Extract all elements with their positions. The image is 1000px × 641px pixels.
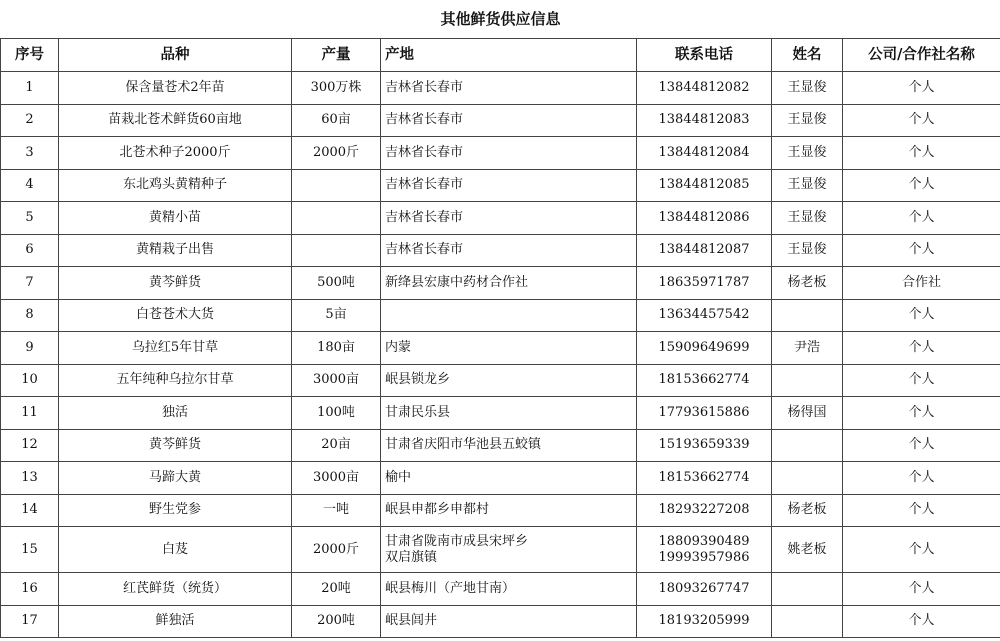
cell-name [772, 462, 843, 495]
cell-name: 姚老板 [772, 527, 843, 573]
cell-variety: 黄精小苗 [59, 202, 292, 235]
table-row [1, 72, 1000, 105]
cell-origin: 吉林省长春市 [381, 72, 637, 105]
cell-seq: 14 [1, 494, 59, 527]
cell-variety: 马蹄大黄 [59, 462, 292, 495]
cell-output: 180亩 [292, 332, 381, 365]
cell-variety: 独活 [59, 397, 292, 430]
header-origin: 产地 [381, 39, 637, 72]
cell-name [772, 605, 843, 638]
cell-seq: 10 [1, 364, 59, 397]
cell-phone: 13844812083 [637, 104, 772, 137]
cell-origin: 内蒙 [381, 332, 637, 365]
cell-origin [381, 299, 637, 332]
cell-company: 个人 [843, 104, 1000, 137]
cell-seq: 7 [1, 267, 59, 300]
header-name: 姓名 [772, 39, 843, 72]
cell-phone: 18635971787 [637, 267, 772, 300]
cell-phone: 17793615886 [637, 397, 772, 430]
cell-output: 500吨 [292, 267, 381, 300]
cell-origin: 吉林省长春市 [381, 202, 637, 235]
cell-seq: 15 [1, 527, 59, 573]
table-row [1, 267, 1000, 300]
cell-variety: 乌拉红5年甘草 [59, 332, 292, 365]
cell-origin-line-1: 甘肃省陇南市成县宋坪乡 [385, 533, 529, 549]
cell-output: 20亩 [292, 429, 381, 462]
cell-phone: 15909649699 [637, 332, 772, 365]
cell-origin: 新绛县宏康中药材合作社 [381, 267, 637, 300]
cell-company: 个人 [843, 72, 1000, 105]
cell-variety: 五年纯种乌拉尔甘草 [59, 364, 292, 397]
cell-seq: 1 [1, 72, 59, 105]
cell-company: 个人 [843, 202, 1000, 235]
cell-company: 个人 [843, 494, 1000, 527]
cell-company: 个人 [843, 429, 1000, 462]
table-row [1, 169, 1000, 202]
table-row [1, 527, 1000, 573]
cell-output: 一吨 [292, 494, 381, 527]
cell-name: 王显俊 [772, 202, 843, 235]
cell-variety: 白芨 [59, 527, 292, 573]
cell-seq: 17 [1, 605, 59, 638]
cell-origin [381, 527, 637, 573]
cell-variety: 苗栽北苍术鲜货60亩地 [59, 104, 292, 137]
cell-variety: 黄芩鲜货 [59, 429, 292, 462]
cell-phone: 18093267747 [637, 573, 772, 606]
cell-name: 杨老板 [772, 267, 843, 300]
cell-output: 60亩 [292, 104, 381, 137]
cell-name [772, 573, 843, 606]
header-row [1, 39, 1000, 72]
cell-seq: 11 [1, 397, 59, 430]
cell-variety: 东北鸡头黄精种子 [59, 169, 292, 202]
cell-variety: 黄精栽子出售 [59, 234, 292, 267]
cell-output: 20吨 [292, 573, 381, 606]
cell-name: 王显俊 [772, 234, 843, 267]
cell-origin: 甘肃省庆阳市华池县五蛟镇 [381, 429, 637, 462]
cell-phone: 15193659339 [637, 429, 772, 462]
cell-output [292, 202, 381, 235]
cell-origin: 榆中 [381, 462, 637, 495]
cell-name [772, 364, 843, 397]
table-row [1, 494, 1000, 527]
cell-phone: 13844812084 [637, 137, 772, 170]
header-output: 产量 [292, 39, 381, 72]
cell-phone: 18293227208 [637, 494, 772, 527]
cell-seq: 3 [1, 137, 59, 170]
table-row [1, 429, 1000, 462]
cell-name: 杨老板 [772, 494, 843, 527]
cell-output: 200吨 [292, 605, 381, 638]
cell-origin: 甘肃民乐县 [381, 397, 637, 430]
cell-name: 王显俊 [772, 104, 843, 137]
cell-seq: 16 [1, 573, 59, 606]
cell-company: 个人 [843, 462, 1000, 495]
table-row [1, 462, 1000, 495]
cell-origin: 岷县梅川（产地甘南） [381, 573, 637, 606]
cell-output [292, 234, 381, 267]
cell-seq: 9 [1, 332, 59, 365]
cell-seq: 2 [1, 104, 59, 137]
cell-company: 个人 [843, 527, 1000, 573]
table-row [1, 332, 1000, 365]
cell-phone-line-2: 19993957986 [658, 549, 750, 565]
cell-phone: 18193205999 [637, 605, 772, 638]
cell-company: 个人 [843, 299, 1000, 332]
cell-output: 3000亩 [292, 462, 381, 495]
cell-origin: 岷县锁龙乡 [381, 364, 637, 397]
cell-phone: 13844812087 [637, 234, 772, 267]
cell-variety: 北苍术种子2000斤 [59, 137, 292, 170]
cell-name: 王显俊 [772, 169, 843, 202]
cell-phone-line-1: 18809390489 [658, 533, 750, 549]
cell-company: 个人 [843, 169, 1000, 202]
header-phone: 联系电话 [637, 39, 772, 72]
cell-variety: 保含量苍术2年苗 [59, 72, 292, 105]
cell-seq: 6 [1, 234, 59, 267]
cell-company: 个人 [843, 332, 1000, 365]
cell-name: 杨得国 [772, 397, 843, 430]
cell-name: 王显俊 [772, 137, 843, 170]
table-row [1, 397, 1000, 430]
cell-company: 个人 [843, 397, 1000, 430]
table-row [1, 573, 1000, 606]
cell-variety: 黄芩鲜货 [59, 267, 292, 300]
table-row [1, 234, 1000, 267]
cell-variety: 白苍苍术大货 [59, 299, 292, 332]
cell-company: 个人 [843, 573, 1000, 606]
cell-phone: 13844812085 [637, 169, 772, 202]
table-row [1, 299, 1000, 332]
cell-output: 3000亩 [292, 364, 381, 397]
cell-seq: 4 [1, 169, 59, 202]
cell-company: 合作社 [843, 267, 1000, 300]
cell-seq: 8 [1, 299, 59, 332]
cell-name: 王显俊 [772, 72, 843, 105]
table-row [1, 104, 1000, 137]
header-variety: 品种 [59, 39, 292, 72]
cell-variety: 红芪鲜货（统货） [59, 573, 292, 606]
cell-phone [637, 527, 772, 573]
cell-name [772, 429, 843, 462]
cell-phone: 13634457542 [637, 299, 772, 332]
cell-name [772, 299, 843, 332]
cell-company: 个人 [843, 234, 1000, 267]
cell-phone: 18153662774 [637, 364, 772, 397]
cell-variety: 野生党参 [59, 494, 292, 527]
cell-origin-line-2: 双启旗镇 [385, 549, 438, 565]
cell-seq: 13 [1, 462, 59, 495]
cell-output [292, 169, 381, 202]
table-row [1, 137, 1000, 170]
cell-company: 个人 [843, 137, 1000, 170]
cell-seq: 12 [1, 429, 59, 462]
cell-output: 2000斤 [292, 137, 381, 170]
table-title: 其他鲜货供应信息 [1, 0, 1000, 39]
cell-output: 5亩 [292, 299, 381, 332]
cell-phone: 18153662774 [637, 462, 772, 495]
cell-origin: 岷县申都乡申都村 [381, 494, 637, 527]
table-row [1, 605, 1000, 638]
cell-phone: 13844812082 [637, 72, 772, 105]
header-company: 公司/合作社名称 [843, 39, 1000, 72]
cell-name: 尹浩 [772, 332, 843, 365]
cell-variety: 鲜独活 [59, 605, 292, 638]
cell-output: 100吨 [292, 397, 381, 430]
cell-output: 300万株 [292, 72, 381, 105]
header-seq: 序号 [1, 39, 59, 72]
cell-origin: 吉林省长春市 [381, 137, 637, 170]
table-row [1, 364, 1000, 397]
cell-seq: 5 [1, 202, 59, 235]
cell-origin: 吉林省长春市 [381, 234, 637, 267]
cell-origin: 吉林省长春市 [381, 169, 637, 202]
table-row [1, 202, 1000, 235]
cell-phone: 13844812086 [637, 202, 772, 235]
cell-output: 2000斤 [292, 527, 381, 573]
cell-company: 个人 [843, 605, 1000, 638]
cell-origin: 岷县闾井 [381, 605, 637, 638]
cell-origin: 吉林省长春市 [381, 104, 637, 137]
cell-company: 个人 [843, 364, 1000, 397]
